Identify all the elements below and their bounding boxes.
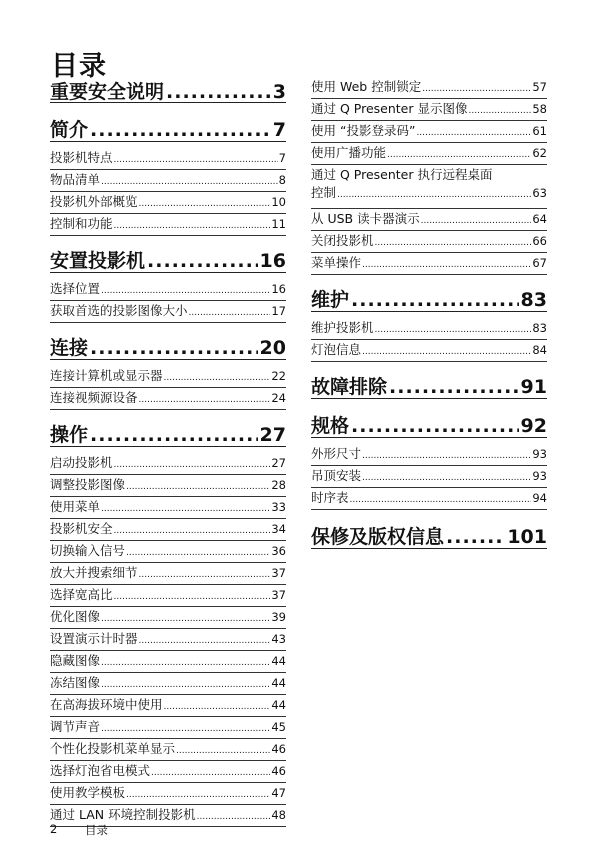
toc-entry-page: 62 <box>532 146 547 160</box>
toc-entry-continuation <box>311 183 547 201</box>
toc-entry[interactable] <box>311 444 547 466</box>
toc-entry[interactable] <box>311 318 547 340</box>
toc-entry-page: 27 <box>271 456 286 470</box>
toc-leader-dots <box>139 199 271 209</box>
toc-entry[interactable] <box>50 739 286 761</box>
toc-entry-label: 选择宽高比 <box>50 587 113 602</box>
toc-section-label: 安置投影机 <box>50 250 146 272</box>
toc-leader-dots <box>362 451 531 461</box>
toc-entry-page: 17 <box>271 304 286 318</box>
toc-leader-dots <box>337 190 531 200</box>
toc-entry-label: 菜单操作 <box>311 255 362 270</box>
toc-entry-label: 选择位置 <box>50 281 101 296</box>
toc-entry[interactable] <box>50 497 286 519</box>
toc-section-page: 83 <box>520 289 547 311</box>
toc-entry[interactable] <box>311 488 547 510</box>
toc-leader-dots <box>101 680 270 690</box>
toc-entry[interactable] <box>311 231 547 253</box>
toc-leader-dots <box>176 746 270 756</box>
toc-section-page: 101 <box>507 526 547 548</box>
toc-entry[interactable] <box>311 121 547 143</box>
toc-entry-label: 冻结图像 <box>50 675 101 690</box>
toc-leader-dots <box>139 636 271 646</box>
toc-entry[interactable] <box>50 541 286 563</box>
toc-section-page: 7 <box>272 119 286 141</box>
toc-section-page: 20 <box>259 337 286 359</box>
toc-entry-page: 64 <box>532 212 547 226</box>
toc-entry-label: 使用 Web 控制锁定 <box>311 79 422 94</box>
toc-entry-page: 58 <box>532 102 547 116</box>
toc-section-page: 16 <box>259 250 286 272</box>
toc-entry[interactable] <box>50 170 286 192</box>
toc-section-setup[interactable] <box>50 246 286 273</box>
toc-entry[interactable] <box>50 783 286 805</box>
toc-leader-dots <box>189 308 271 318</box>
toc-entry[interactable] <box>50 148 286 170</box>
toc-entry-label: 个性化投影机菜单显示 <box>50 741 176 756</box>
toc-leader-dots <box>375 238 532 248</box>
toc-leader-dots <box>114 460 271 470</box>
toc-entry[interactable] <box>50 453 286 475</box>
toc-leader-dots <box>90 424 258 446</box>
toc-entry-page: 37 <box>271 566 286 580</box>
toc-leader-dots <box>362 260 531 270</box>
toc-left-column <box>50 77 286 827</box>
toc-entry-label: 从 USB 读卡器演示 <box>311 211 420 226</box>
toc-leader-dots <box>114 592 271 602</box>
toc-entry[interactable] <box>50 695 286 717</box>
toc-leader-dots <box>389 376 519 398</box>
toc-leader-dots <box>101 724 270 734</box>
toc-entry[interactable] <box>311 466 547 488</box>
toc-section-label: 保修及版权信息 <box>311 526 445 548</box>
toc-entry-label: 在高海拔环境中使用 <box>50 697 163 712</box>
toc-leader-dots <box>351 289 519 311</box>
toc-section-troubleshooting[interactable] <box>311 372 547 399</box>
toc-entry-page: 37 <box>271 588 286 602</box>
toc-entry-page: 36 <box>271 544 286 558</box>
toc-entry-page: 46 <box>271 764 286 778</box>
toc-leader-dots <box>421 216 532 226</box>
toc-section-label: 简介 <box>50 119 89 141</box>
toc-section-warranty[interactable] <box>311 522 547 549</box>
toc-entry-label: 物品清单 <box>50 172 101 187</box>
toc-entry[interactable] <box>50 279 286 301</box>
toc-leader-dots <box>362 347 531 357</box>
toc-entry[interactable] <box>50 192 286 214</box>
toc-section-maintenance[interactable] <box>311 285 547 312</box>
toc-entry-page: 44 <box>271 698 286 712</box>
toc-section-operation[interactable] <box>50 420 286 447</box>
toc-entry-label: 控制和功能 <box>50 216 113 231</box>
toc-entry[interactable] <box>50 585 286 607</box>
toc-entry-page: 93 <box>532 447 547 461</box>
toc-leader-dots <box>147 250 258 272</box>
toc-leader-dots <box>101 658 270 668</box>
toc-entry[interactable] <box>311 99 547 121</box>
toc-entry-label: 使用菜单 <box>50 499 101 514</box>
toc-entry-page: 11 <box>271 217 286 231</box>
toc-entry-page: 10 <box>271 195 286 209</box>
page-title: 目录 <box>51 51 107 82</box>
toc-leader-dots <box>416 128 531 138</box>
toc-entry[interactable] <box>311 77 547 99</box>
toc-leader-dots <box>90 337 258 359</box>
toc-leader-dots <box>114 526 271 536</box>
toc-right-column <box>311 77 547 549</box>
toc-entry-label: 使用广播功能 <box>311 145 387 160</box>
toc-leader-dots <box>114 221 271 231</box>
toc-entry-label: 选择灯泡省电模式 <box>50 763 151 778</box>
toc-entry[interactable] <box>50 366 286 388</box>
toc-entry-page: 16 <box>271 282 286 296</box>
toc-section-label: 故障排除 <box>311 376 388 398</box>
toc-entry-page: 57 <box>532 80 547 94</box>
toc-entry-label: 隐藏图像 <box>50 653 101 668</box>
toc-entry-label: 连接计算机或显示器 <box>50 368 163 383</box>
toc-leader-dots <box>101 177 278 187</box>
toc-entry-label-line2: 控制 <box>311 185 337 200</box>
toc-entry[interactable] <box>311 209 547 231</box>
toc-entry-label: 时序表 <box>311 490 349 505</box>
toc-leader-dots <box>422 84 531 94</box>
toc-entry-page: 34 <box>271 522 286 536</box>
toc-entry-page: 93 <box>532 469 547 483</box>
toc-leader-dots <box>151 768 270 778</box>
toc-entry-page: 83 <box>532 321 547 335</box>
footer-section-name: 目录 <box>85 823 108 837</box>
toc-entry[interactable] <box>50 388 286 410</box>
toc-entry-label: 放大并搜索细节 <box>50 565 138 580</box>
toc-leader-dots <box>101 614 270 624</box>
toc-section-label: 连接 <box>50 337 89 359</box>
toc-entry-page: 46 <box>271 742 286 756</box>
toc-entry-page: 67 <box>532 256 547 270</box>
toc-leader-dots <box>139 570 271 580</box>
toc-leader-dots <box>197 812 271 822</box>
toc-entry-page: 28 <box>271 478 286 492</box>
toc-leader-dots <box>164 373 271 383</box>
toc-entry-page: 22 <box>271 369 286 383</box>
toc-section-label: 维护 <box>311 289 350 311</box>
toc-leader-dots <box>101 504 270 514</box>
toc-leader-dots <box>126 482 270 492</box>
toc-entry-label: 切换输入信号 <box>50 543 126 558</box>
toc-entry-page: 84 <box>532 343 547 357</box>
toc-entry-label: 使用 “投影登录码” <box>311 123 416 138</box>
toc-section-connection[interactable] <box>50 333 286 360</box>
toc-entry[interactable] <box>50 607 286 629</box>
toc-entry-label: 优化图像 <box>50 609 101 624</box>
toc-section-intro[interactable] <box>50 115 286 142</box>
toc-entry-label: 使用教学模板 <box>50 785 126 800</box>
toc-leader-dots <box>469 106 532 116</box>
toc-entry-page: 61 <box>532 124 547 138</box>
toc-entry-page: 24 <box>271 391 286 405</box>
toc-entry-label: 灯泡信息 <box>311 342 362 357</box>
toc-entry[interactable] <box>50 301 286 323</box>
toc-entry-page: 43 <box>271 632 286 646</box>
toc-section-page: 91 <box>520 376 547 398</box>
toc-entry-page: 66 <box>532 234 547 248</box>
toc-leader-dots <box>164 702 271 712</box>
toc-entry-label: 关闭投影机 <box>311 233 374 248</box>
footer-page-number: 2 <box>50 822 58 836</box>
toc-entry[interactable] <box>50 629 286 651</box>
toc-entry-label: 连接视频源设备 <box>50 390 138 405</box>
toc-leader-dots <box>90 119 271 141</box>
toc-entry-label: 通过 LAN 环境控制投影机 <box>50 807 196 822</box>
toc-entry-label: 投影机特点 <box>50 150 113 165</box>
toc-leader-dots <box>114 155 278 165</box>
toc-entry-label: 获取首选的投影图像大小 <box>50 303 188 318</box>
toc-entry-label: 外形尺寸 <box>311 446 362 461</box>
toc-entry[interactable] <box>50 475 286 497</box>
toc-section-label: 重要安全说明 <box>50 81 165 103</box>
toc-leader-dots <box>350 495 532 505</box>
toc-entry-label: 维护投影机 <box>311 320 374 335</box>
toc-entry-page: 45 <box>271 720 286 734</box>
toc-section-page: 3 <box>272 81 286 103</box>
toc-entry-page: 7 <box>278 151 286 165</box>
toc-entry-label: 通过 Q Presenter 显示图像 <box>311 101 468 116</box>
toc-leader-dots <box>446 526 505 548</box>
toc-section-specifications[interactable] <box>311 411 547 438</box>
toc-entry[interactable] <box>311 253 547 275</box>
toc-entry-page: 63 <box>532 186 547 200</box>
toc-entry-page: 47 <box>271 786 286 800</box>
toc-section-page: 92 <box>520 415 547 437</box>
toc-entry[interactable] <box>311 143 547 165</box>
toc-entry-label: 通过 Q Presenter 执行远程桌面 <box>311 167 493 182</box>
toc-section-safety[interactable] <box>50 77 286 103</box>
toc-leader-dots <box>375 325 532 335</box>
toc-section-label: 规格 <box>311 415 350 437</box>
toc-entry[interactable] <box>50 519 286 541</box>
toc-entry-page: 94 <box>532 491 547 505</box>
toc-entry[interactable] <box>50 673 286 695</box>
toc-entry-page: 33 <box>271 500 286 514</box>
toc-entry[interactable] <box>50 563 286 585</box>
toc-leader-dots <box>362 473 531 483</box>
toc-entry-label: 投影机外部概览 <box>50 194 138 209</box>
toc-entry-page: 39 <box>271 610 286 624</box>
toc-leader-dots <box>387 150 531 160</box>
toc-leader-dots <box>139 395 271 405</box>
toc-section-page: 27 <box>259 424 286 446</box>
toc-entry[interactable] <box>50 214 286 236</box>
toc-section-label: 操作 <box>50 424 89 446</box>
toc-entry[interactable] <box>50 651 286 673</box>
toc-leader-dots <box>126 548 270 558</box>
toc-entry-page: 44 <box>271 654 286 668</box>
toc-entry-label: 启动投影机 <box>50 455 113 470</box>
toc-leader-dots <box>351 415 519 437</box>
toc-entry[interactable] <box>50 761 286 783</box>
toc-entry-page: 48 <box>271 808 286 822</box>
toc-leader-dots <box>166 81 271 103</box>
toc-entry[interactable] <box>50 717 286 739</box>
toc-leader-dots <box>101 286 270 296</box>
toc-entry-label: 吊顶安装 <box>311 468 362 483</box>
toc-entry-label: 投影机安全 <box>50 521 113 536</box>
toc-entry-page: 44 <box>271 676 286 690</box>
toc-leader-dots <box>126 790 270 800</box>
toc-entry[interactable] <box>311 165 547 209</box>
toc-entry-label: 调节声音 <box>50 719 101 734</box>
toc-entry[interactable] <box>311 340 547 362</box>
toc-entry-label: 设置演示计时器 <box>50 631 138 646</box>
toc-entry-page: 8 <box>278 173 286 187</box>
toc-entry-label: 调整投影图像 <box>50 477 126 492</box>
